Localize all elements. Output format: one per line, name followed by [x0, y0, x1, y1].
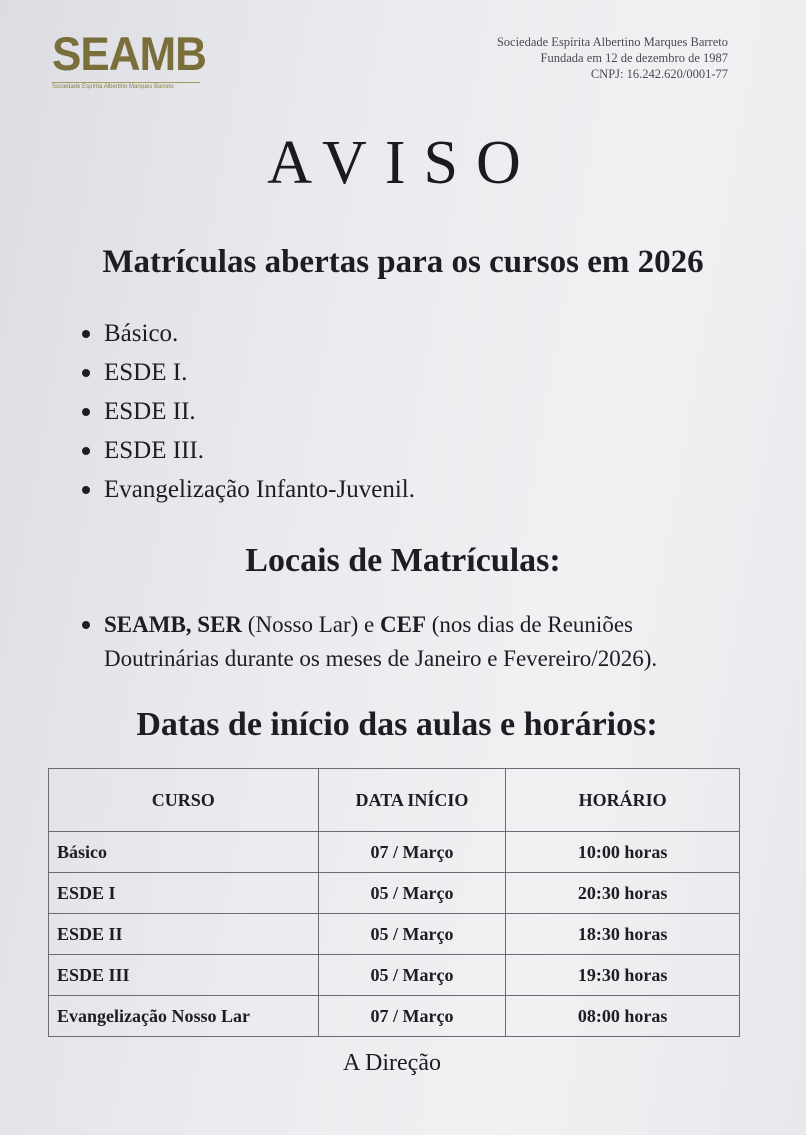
org-name: Sociedade Espírita Albertino Marques Barreto: [496, 35, 728, 49]
courses-list: [78, 314, 415, 509]
cell-data: 07 / Março: [318, 996, 506, 1037]
schedule-table: [48, 768, 740, 1037]
seamb-logo: [52, 28, 204, 90]
locais-cef: CEF: [380, 612, 427, 637]
bullet-icon: [82, 330, 90, 338]
courses-heading: Matrículas abertas para os cursos em 2026: [102, 244, 704, 280]
list-item: ESDE II.: [78, 392, 415, 431]
locais-heading: Locais de Matrículas:: [245, 542, 561, 579]
page-title: AVISO: [267, 129, 539, 197]
logo-subtitle: Sociedade Espírita Albertino Marques Barreto: [52, 82, 200, 90]
table-row: [49, 914, 740, 955]
cell-curso: Básico: [49, 832, 319, 873]
cell-data: 05 / Março: [318, 914, 506, 955]
table-row: [49, 832, 740, 873]
logo-text: SEAMB: [52, 28, 206, 81]
locais-seamb-ser: SEAMB, SER: [104, 612, 243, 637]
org-info: [497, 34, 728, 82]
list-item: Básico.: [78, 314, 415, 353]
list-item: ESDE III.: [78, 431, 415, 470]
datas-heading: Datas de início das aulas e horários:: [136, 706, 658, 743]
table-header-row: [49, 769, 740, 832]
bullet-icon: [82, 408, 90, 416]
cell-data: 07 / Março: [318, 832, 506, 873]
cell-curso: ESDE III: [49, 955, 319, 996]
bullet-icon: [82, 486, 90, 494]
org-founded: Fundada em 12 de dezembro de 1987: [540, 51, 728, 65]
locais-item: [78, 608, 748, 676]
cell-curso: ESDE II: [49, 914, 319, 955]
cell-horario: 20:30 horas: [506, 873, 740, 914]
cell-data: 05 / Março: [318, 873, 506, 914]
cell-horario: 18:30 horas: [506, 914, 740, 955]
locais-details: (nos dias de Reuniões Doutrinárias durante os meses de Janeiro e Fevereiro/2026).: [104, 612, 658, 671]
cell-horario: 19:30 horas: [506, 955, 740, 996]
table-row: [49, 873, 740, 914]
bullet-icon: [82, 447, 90, 455]
bullet-icon: [82, 369, 90, 377]
table-row: [49, 996, 740, 1037]
cell-curso: Evangelização Nosso Lar: [49, 996, 319, 1037]
header-data-inicio: DATA INÍCIO: [318, 769, 506, 832]
header-horario: HORÁRIO: [506, 769, 740, 832]
cell-horario: 10:00 horas: [506, 832, 740, 873]
table-row: [49, 955, 740, 996]
list-item: Evangelização Infanto-Juvenil.: [78, 470, 415, 509]
locais-nosso-lar: (Nosso Lar) e: [242, 612, 381, 637]
list-item: ESDE I.: [78, 353, 415, 392]
cell-curso: ESDE I: [49, 873, 319, 914]
org-cnpj: CNPJ: 16.242.620/0001-77: [590, 67, 728, 81]
cell-data: 05 / Março: [318, 955, 506, 996]
bullet-icon: [82, 621, 90, 629]
signature: A Direção: [343, 1050, 441, 1076]
header-curso: CURSO: [49, 769, 319, 832]
cell-horario: 08:00 horas: [506, 996, 740, 1037]
